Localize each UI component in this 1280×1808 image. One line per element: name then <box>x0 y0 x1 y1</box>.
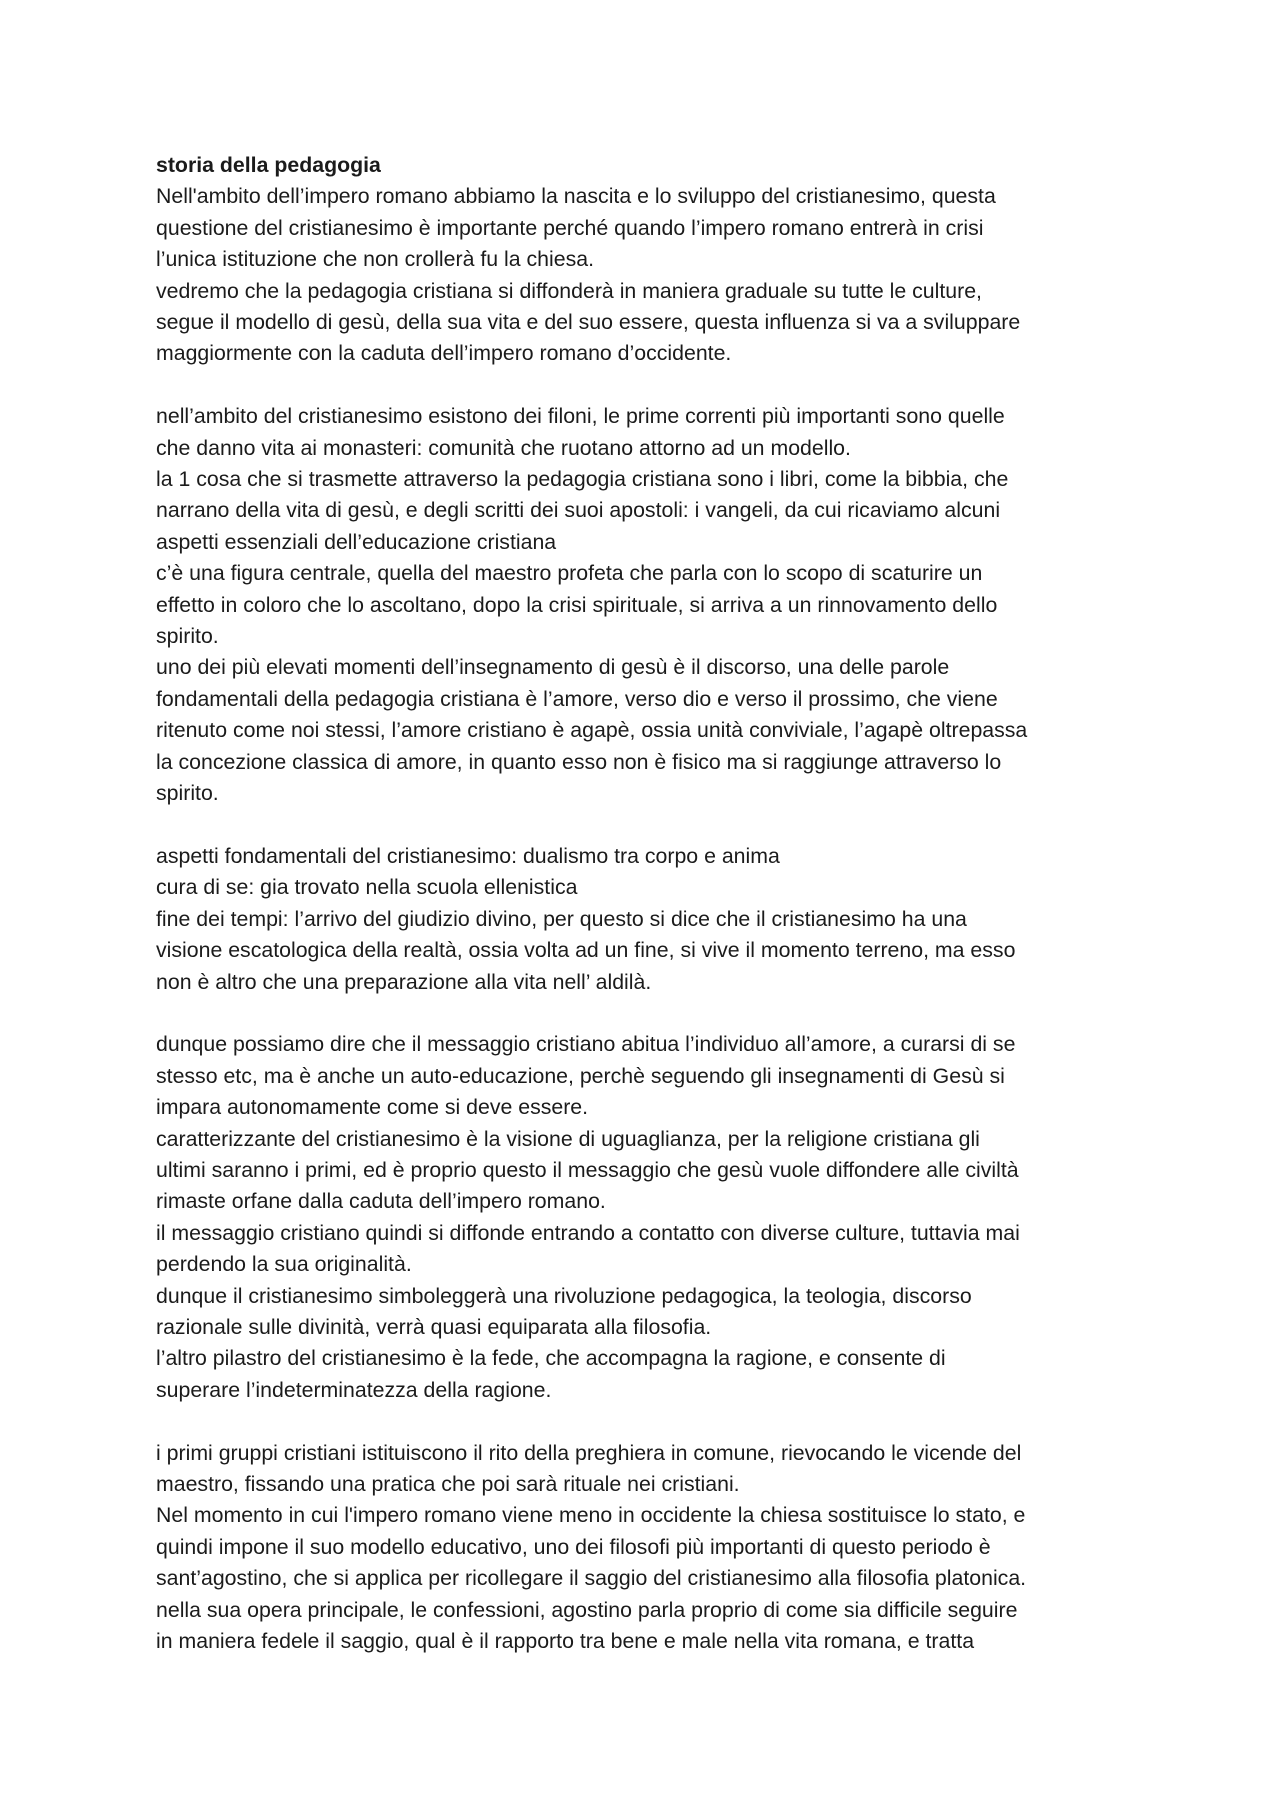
text-line: caratterizzante del cristianesimo è la visione di uguaglianza, per la religione cristiana gli <box>156 1126 980 1151</box>
text-line: in maniera fedele il saggio, qual è il rapporto tra bene e male nella vita romana, e tratta <box>156 1629 975 1654</box>
text-line: ultimi saranno i primi, ed è proprio questo il messaggio che gesù vuole diffondere alle civiltà <box>156 1157 1019 1182</box>
document-body <box>156 181 1156 1657</box>
text-line: maggiormente con la caduta dell’impero romano d’occidente. <box>156 341 732 366</box>
text-line: aspetti essenziali dell’educazione cristiana <box>156 529 557 554</box>
text-line: fine dei tempi: l’arrivo del giudizio divino, per questo si dice che il cristianesimo ha una <box>156 906 967 931</box>
text-line: Nel momento in cui l'impero romano viene meno in occidente la chiesa sostituisce lo stato, e <box>156 1503 1026 1528</box>
text-line: l’unica istituzione che non crollerà fu la chiesa. <box>156 247 595 272</box>
text-line: che danno vita ai monasteri: comunità che ruotano attorno ad un modello. <box>156 435 851 460</box>
text-line: i primi gruppi cristiani istituiscono il rito della preghiera in comune, rievocando le vicende del <box>156 1440 1022 1465</box>
text-line: dunque il cristianesimo simboleggerà una rivoluzione pedagogica, la teologia, discorso <box>156 1283 972 1308</box>
text-line: nell’ambito del cristianesimo esistono dei filoni, le prime correnti più importanti sono quelle <box>156 404 1005 429</box>
document-title: storia della pedagogia <box>156 153 381 177</box>
text-line: uno dei più elevati momenti dell’insegnamento di gesù è il discorso, una delle parole <box>156 655 950 680</box>
text-line: maestro, fissando una pratica che poi sarà rituale nei cristiani. <box>156 1472 740 1496</box>
paragraph-gap <box>156 810 1156 841</box>
paragraph <box>156 1438 1156 1658</box>
text-line: vedremo che la pedagogia cristiana si diffonderà in maniera graduale su tutte le culture, <box>156 278 982 303</box>
text-line: narrano della vita di gesù, e degli scritti dei suoi apostoli: i vangeli, da cui ricaviamo alcuni <box>156 498 1001 523</box>
text-line: perdendo la sua originalità. <box>156 1252 412 1277</box>
text-line: Nell'ambito dell’impero romano abbiamo la nascita e lo sviluppo del cristianesimo, questa <box>156 184 996 209</box>
text-line: spirito. <box>156 624 219 649</box>
text-line: il messaggio cristiano quindi si diffonde entrando a contatto con diverse culture, tuttavia mai <box>156 1220 1020 1245</box>
paragraph-gap <box>156 998 1156 1029</box>
text-line: impara autonomamente come si deve essere. <box>156 1095 589 1120</box>
text-line: la concezione classica di amore, in quanto esso non è fisico ma si raggiunge attraverso lo <box>156 749 1002 774</box>
text-line: ritenuto come noi stessi, l’amore cristiano è agapè, ossia unità conviviale, l’agapè oltrepassa <box>156 718 1028 743</box>
text-line: segue il modello di gesù, della sua vita e del suo essere, questa influenza si va a sviluppare <box>156 310 1021 335</box>
paragraph-gap <box>156 370 1156 401</box>
text-line: stesso etc, ma è anche un auto-educazione, perchè seguendo gli insegnamenti di Gesù si <box>156 1063 1005 1088</box>
text-line: razionale sulle divinità, verrà quasi equiparata alla filosofia. <box>156 1314 712 1339</box>
text-line: superare l’indeterminatezza della ragione. <box>156 1377 552 1402</box>
text-line: nella sua opera principale, le confessioni, agostino parla proprio di come sia difficile seguire <box>156 1597 1018 1622</box>
paragraph-gap <box>156 1406 1156 1437</box>
text-line: quindi impone il suo modello educativo, uno dei filosofi più importanti di questo periodo è <box>156 1534 991 1559</box>
text-line: effetto in coloro che lo ascoltano, dopo la crisi spirituale, si arriva a un rinnovamento dello <box>156 592 998 617</box>
text-line: questione del cristianesimo è importante perché quando l’impero romano entrerà in crisi <box>156 215 984 240</box>
text-line: fondamentali della pedagogia cristiana è l’amore, verso dio e verso il prossimo, che viene <box>156 686 998 711</box>
text-line: l’altro pilastro del cristianesimo è la fede, che accompagna la ragione, e consente di <box>156 1346 946 1371</box>
text-line: dunque possiamo dire che il messaggio cristiano abitua l’individuo all’amore, a curarsi di se <box>156 1032 1016 1057</box>
paragraph <box>156 841 1156 998</box>
paragraph <box>156 181 1156 369</box>
text-line: c’è una figura centrale, quella del maestro profeta che parla con lo scopo di scaturire un <box>156 561 983 586</box>
text-line: visione escatologica della realtà, ossia volta ad un fine, si vive il momento terreno, ma esso <box>156 938 1016 963</box>
text-line: sant’agostino, che si applica per ricollegare il saggio del cristianesimo alla filosofia platonica. <box>156 1566 1027 1591</box>
text-line: la 1 cosa che si trasmette attraverso la pedagogia cristiana sono i libri, come la bibbia, che <box>156 467 1009 492</box>
document-page <box>156 150 1156 1657</box>
paragraph <box>156 401 1156 809</box>
text-line: rimaste orfane dalla caduta dell’impero romano. <box>156 1189 606 1214</box>
text-line: cura di se: gia trovato nella scuola ellenistica <box>156 875 578 900</box>
text-line: spirito. <box>156 781 219 806</box>
text-line: aspetti fondamentali del cristianesimo: dualismo tra corpo e anima <box>156 843 780 868</box>
text-line: non è altro che una preparazione alla vita nell’ aldilà. <box>156 969 652 994</box>
paragraph <box>156 1029 1156 1406</box>
